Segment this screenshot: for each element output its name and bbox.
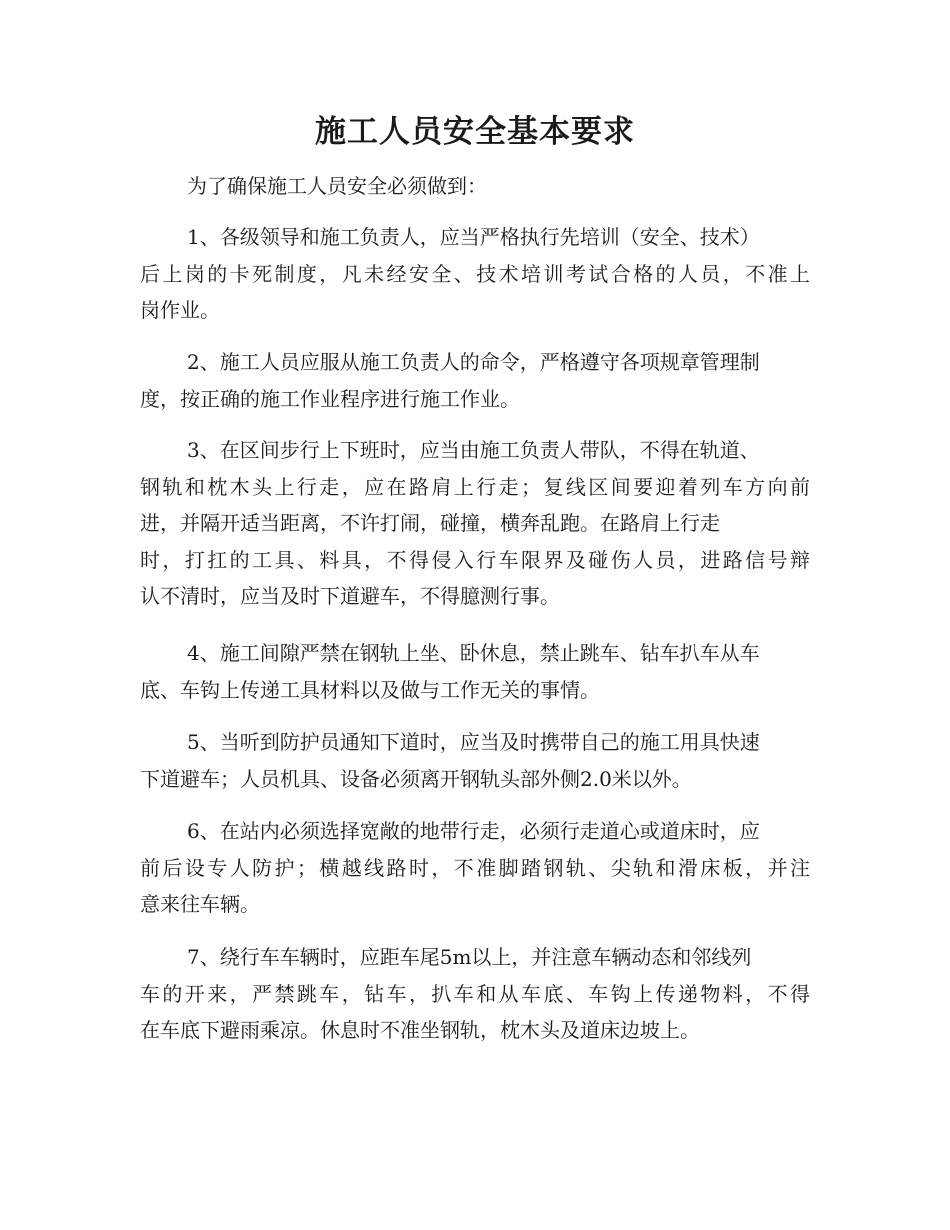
intro-text: 为了确保施工人员安全必须做到： <box>187 174 487 198</box>
paragraph-5 <box>140 724 810 797</box>
paragraph-line: 后上岗的卡死制度，凡未经安全、技术培训考试合格的人员，不准上 <box>140 261 810 286</box>
paragraph-line: 6、在站内必须选择宽敞的地带行走，必须行走道心或道床时，应 <box>187 819 760 843</box>
document-title: 施工人员安全基本要求 <box>315 114 635 150</box>
paragraph-line: 钢轨和枕木头上行走，应在路肩上行走；复线区间要迎着列车方向前 <box>140 474 810 499</box>
paragraph-line: 7、绕行车车辆时，应距车尾5m以上，并注意车辆动态和邻线列 <box>187 945 752 969</box>
paragraph-4 <box>140 635 810 708</box>
paragraph-3 <box>140 432 810 615</box>
paragraph-line: 4、施工间隙严禁在钢轨上坐、卧休息，禁止跳车、钻车扒车从车 <box>187 641 760 665</box>
paragraph-6 <box>140 813 810 923</box>
paragraph-line: 岗作业。 <box>140 298 220 322</box>
paragraph-line: 下道避车；人员机具、设备必须离开钢轨头部外侧2.0米以外。 <box>140 766 692 791</box>
paragraph-line: 度，按正确的施工作业程序进行施工作业。 <box>140 386 520 411</box>
paragraph-line: 前后设专人防护；横越线路时，不准脚踏钢轨、尖轨和滑床板，并注 <box>140 855 810 880</box>
paragraph-7 <box>140 939 810 1049</box>
paragraph-2 <box>140 344 810 417</box>
paragraph-line: 3、在区间步行上下班时，应当由施工负责人带队，不得在轨道、 <box>187 438 760 462</box>
paragraph-line: 进，并隔开适当距离，不许打闹，碰撞，横奔乱跑。在路肩上行走 <box>140 511 720 535</box>
paragraph-line: 在车底下避雨乘凉。休息时不准坐钢轨，枕木头及道床边坡上。 <box>140 1018 700 1042</box>
paragraph-line: 5、当听到防护员通知下道时，应当及时携带自己的施工用具快速 <box>187 730 760 754</box>
paragraph-line: 2、施工人员应服从施工负责人的命令，严格遵守各项规章管理制 <box>187 350 760 374</box>
paragraph-line: 意来往车辆。 <box>140 892 260 916</box>
paragraph-line: 车的开来，严禁跳车，钻车，扒车和从车底、车钩上传递物料，不得 <box>140 981 810 1006</box>
paragraph-line: 时，打扛的工具、料具，不得侵入行车限界及碰伤人员，进路信号辩 <box>140 547 810 572</box>
paragraph-line: 认不清时，应当及时下道避车，不得臆测行事。 <box>140 584 560 608</box>
paragraph-line: 1、各级领导和施工负责人，应当严格执行先培训（安全、技术） <box>187 225 760 249</box>
paragraph-1 <box>140 219 810 329</box>
paragraph-line: 底、车钩上传递工具材料以及做与工作无关的事情。 <box>140 677 600 702</box>
